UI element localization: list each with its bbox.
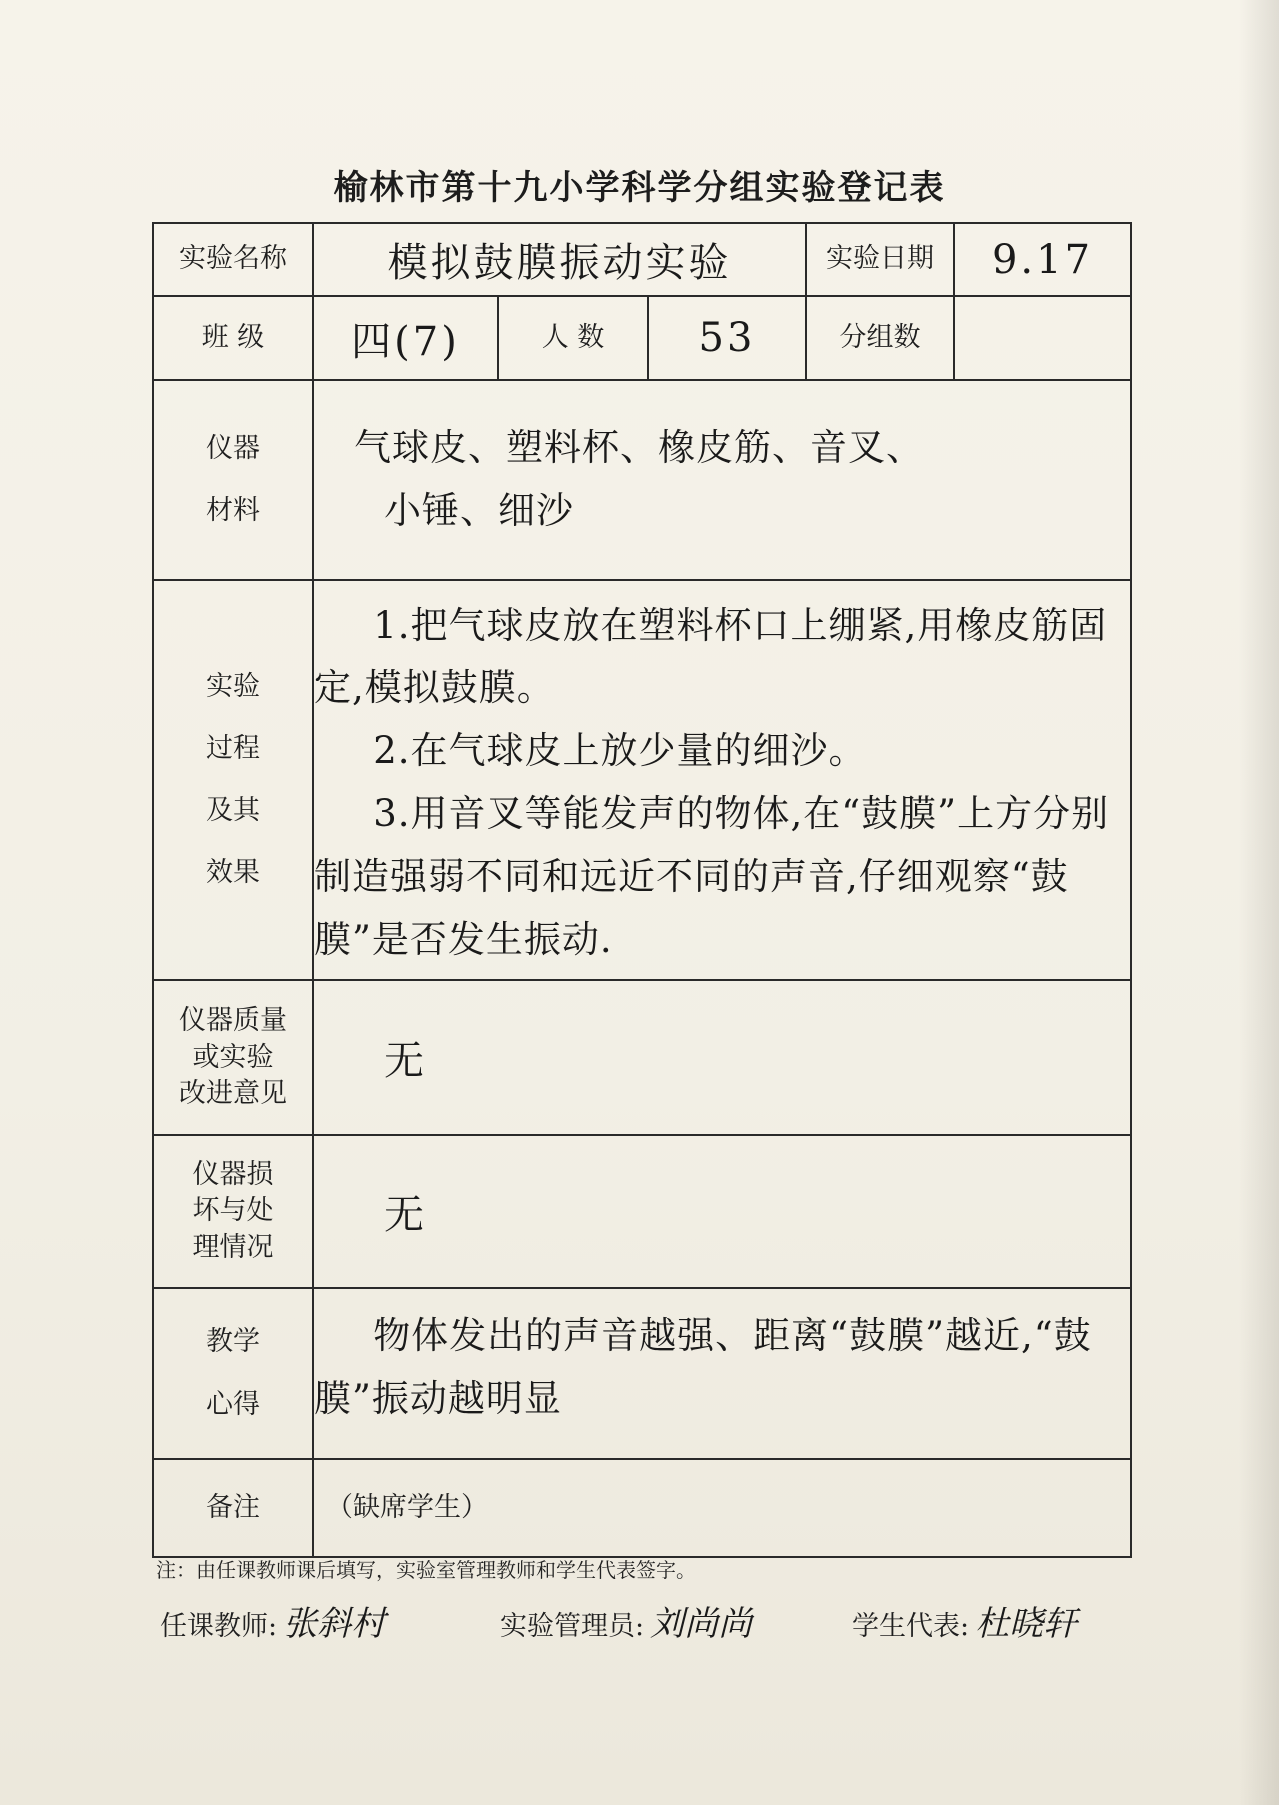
reflection-label-line2: 心得	[206, 1388, 260, 1420]
materials-label	[153, 380, 313, 580]
materials-label-line1: 仪器	[206, 432, 260, 464]
process-label-line2: 过程	[206, 732, 260, 764]
process-label-line3: 及其	[206, 794, 260, 826]
paper-edge-shadow	[1239, 0, 1279, 1805]
teacher-signature	[160, 1596, 385, 1645]
form-title: 榆林市第十九小学科学分组实验登记表	[333, 168, 946, 208]
row-materials	[153, 380, 1131, 580]
materials-line2: 小锤、细沙	[384, 488, 574, 532]
materials-value	[313, 380, 1131, 580]
student-signature	[852, 1596, 1077, 1645]
experiment-name-label: 实验名称	[153, 223, 313, 296]
row-class-info	[153, 296, 1131, 380]
class-label: 班 级	[153, 296, 313, 380]
remarks-value: （缺席学生）	[313, 1459, 1131, 1557]
experiment-name-value: 模拟鼓膜振动实验	[313, 223, 806, 296]
class-value: 四(7)	[313, 296, 498, 380]
reflection-label-line1: 教学	[206, 1326, 260, 1358]
damage-label-line2: 坏与处	[192, 1195, 274, 1227]
row-process	[153, 580, 1131, 981]
admin-signature-label: 实验管理员:	[500, 1611, 645, 1642]
process-value	[313, 580, 1131, 981]
registration-table	[152, 222, 1132, 1558]
group-count-label: 分组数	[806, 296, 954, 380]
quality-label	[153, 980, 313, 1135]
row-reflection	[153, 1288, 1131, 1459]
process-step-2: 2.在气球皮上放少量的细沙。	[373, 729, 867, 773]
experiment-date-value: 9.17	[954, 223, 1131, 296]
row-remarks	[153, 1459, 1131, 1557]
reflection-label	[153, 1288, 313, 1459]
admin-signature-value: 刘尚尚	[650, 1604, 753, 1644]
row-damage	[153, 1135, 1131, 1288]
admin-signature	[500, 1596, 752, 1645]
reflection-value: 物体发出的声音越强、距离“鼓膜”越近,“鼓膜”振动越明显	[313, 1288, 1131, 1459]
quality-label-line3: 改进意见	[179, 1077, 287, 1109]
quality-label-line2: 或实验	[192, 1041, 274, 1073]
student-count-label: 人 数	[498, 296, 648, 380]
student-signature-value: 杜晓轩	[975, 1604, 1078, 1644]
damage-value: 无	[313, 1135, 1131, 1288]
process-label	[153, 580, 313, 981]
damage-label	[153, 1135, 313, 1288]
experiment-date-label: 实验日期	[806, 223, 954, 296]
materials-line1: 气球皮、塑料杯、橡皮筋、音叉、	[354, 425, 924, 469]
quality-value: 无	[313, 980, 1131, 1135]
materials-label-line2: 材料	[206, 494, 260, 526]
quality-label-line1: 仪器质量	[179, 1005, 287, 1037]
teacher-signature-label: 任课教师:	[160, 1611, 278, 1642]
process-step-1: 1.把气球皮放在塑料杯口上绷紧,用橡皮筋固定,模拟鼓膜。	[314, 603, 1108, 710]
student-signature-label: 学生代表:	[852, 1611, 970, 1642]
damage-label-line3: 理情况	[192, 1231, 274, 1263]
row-experiment-name	[153, 223, 1131, 296]
student-count-value: 53	[648, 296, 806, 380]
row-quality	[153, 980, 1131, 1135]
process-label-line1: 实验	[206, 670, 260, 702]
process-step-3: 3.用音叉等能发声的物体,在“鼓膜”上方分别制造强弱不同和远近不同的声音,仔细观察“鼓膜”是否发生振动.	[314, 792, 1110, 962]
remarks-label: 备注	[153, 1459, 313, 1557]
teacher-signature-value: 张斜村	[283, 1604, 386, 1644]
process-label-line4: 效果	[206, 857, 260, 889]
signature-line	[160, 1596, 1120, 1656]
damage-label-line1: 仪器损	[192, 1158, 274, 1190]
form-note: 注：由任课教师课后填写，实验室管理教师和学生代表签字。	[156, 1558, 696, 1582]
group-count-value	[954, 296, 1131, 380]
